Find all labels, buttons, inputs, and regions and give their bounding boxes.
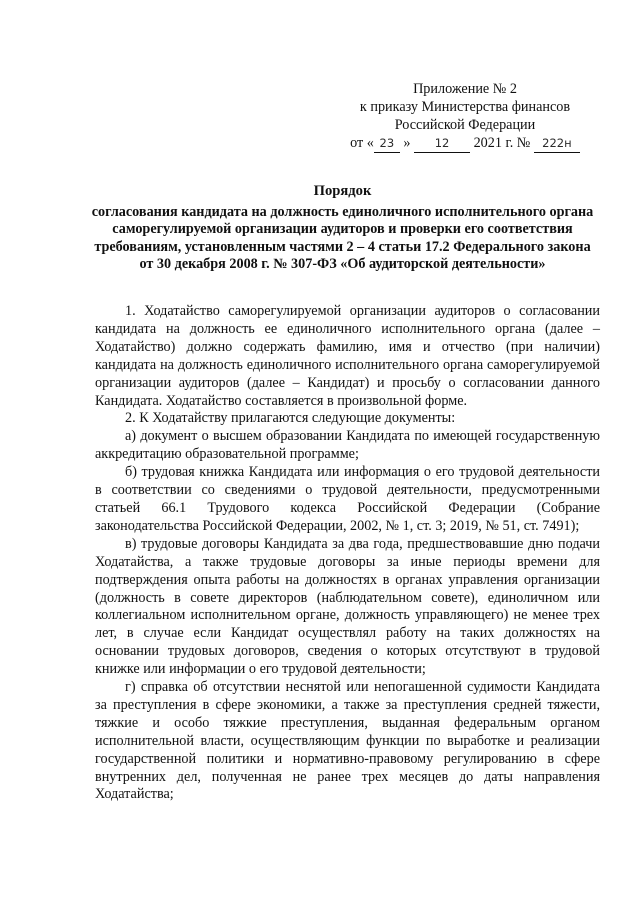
date-month-field — [414, 134, 470, 153]
paragraph-2a: а) документ о высшем образовании Кандидата по имеющей государственную аккредитацию образовательной программе; — [95, 428, 600, 463]
date-month: 12 — [434, 136, 450, 150]
annex-block — [330, 80, 600, 153]
paragraph-2g: г) справка об отсутствии неснятой или непогашенной судимости Кандидата за преступления в сфере экономики, а также за преступления средней тяжести, тяжкие и особо тяжкие преступления, выданная федеральным органом исполнительной власти, осуществляющим функции по выработке и реализации государственной политики и нормативно-правовому регулированию в сфере внутренних дел, полученная не ранее трех месяцев до даты направления Ходатайства; — [95, 679, 600, 803]
document-title — [90, 183, 595, 274]
date-day-field — [374, 134, 400, 153]
order-number-field — [534, 134, 580, 153]
document-body — [95, 303, 600, 804]
annex-ministry: Российской Федерации — [394, 117, 536, 133]
date-prefix: от « — [350, 135, 374, 151]
annex-title: Приложение № 2 — [413, 81, 517, 97]
order-number: 222н — [542, 136, 572, 150]
title-text: согласования кандидата на должность единоличного исполнительного органа саморегулируемой организации аудиторов и проверки его соответствия требованиям, установленным частями 2 – 4 статьи 17.2 Федерального закона от 30 декабря 2008 г. № 307-ФЗ «Об аудиторской деятельности» — [91, 203, 594, 273]
date-mid: » — [399, 135, 415, 151]
date-year: 2021 г. № — [470, 135, 534, 151]
paragraph-2v: в) трудовые договоры Кандидата за два года, предшествовавшие дню подачи Ходатайства, а также трудовые договоры за иные периоды времени для подтверждения опыта работы на должностях в органах управления организации (должность в совете директоров (наблюдательном совете), единоличном или коллегиальном исполнительном органе, должность управляющего) не менее трех лет, в случае если Кандидат осуществлял работу на таких должностях на основании трудовых договоров, сведения о которых отсутствуют в трудовой книжке или информации о его трудовой деятельности; — [95, 535, 600, 678]
date-day: 23 — [379, 136, 395, 150]
title-heading: Порядок — [313, 183, 372, 199]
annex-date-line — [330, 134, 600, 153]
paragraph-2b: б) трудовая книжка Кандидата или информация о его трудовой деятельности в соответствии со сведениями о трудовой деятельности, предусмотренными статьей 66.1 Трудового кодекса Российской Федерации (Собрание законодательства Российской Федерации, 2002, № 1, ст. 3; 2019, № 51, ст. 7491); — [95, 464, 600, 534]
paragraph-1: 1. Ходатайство саморегулируемой организации аудиторов о согласовании кандидата на должность ее единоличного исполнительного органа (далее – Ходатайство) должно содержать фамилию, имя и отчество (при наличии) кандидата на должность единоличного исполнительного органа саморегулируемой организации аудиторов (далее – Кандидат) и просьбу о согласовании данного Кандидата. Ходатайство составляется в произвольной форме. — [95, 303, 600, 409]
annex-order-ref: к приказу Министерства финансов — [359, 99, 571, 115]
paragraph-2: 2. К Ходатайству прилагаются следующие документы: — [125, 410, 456, 427]
